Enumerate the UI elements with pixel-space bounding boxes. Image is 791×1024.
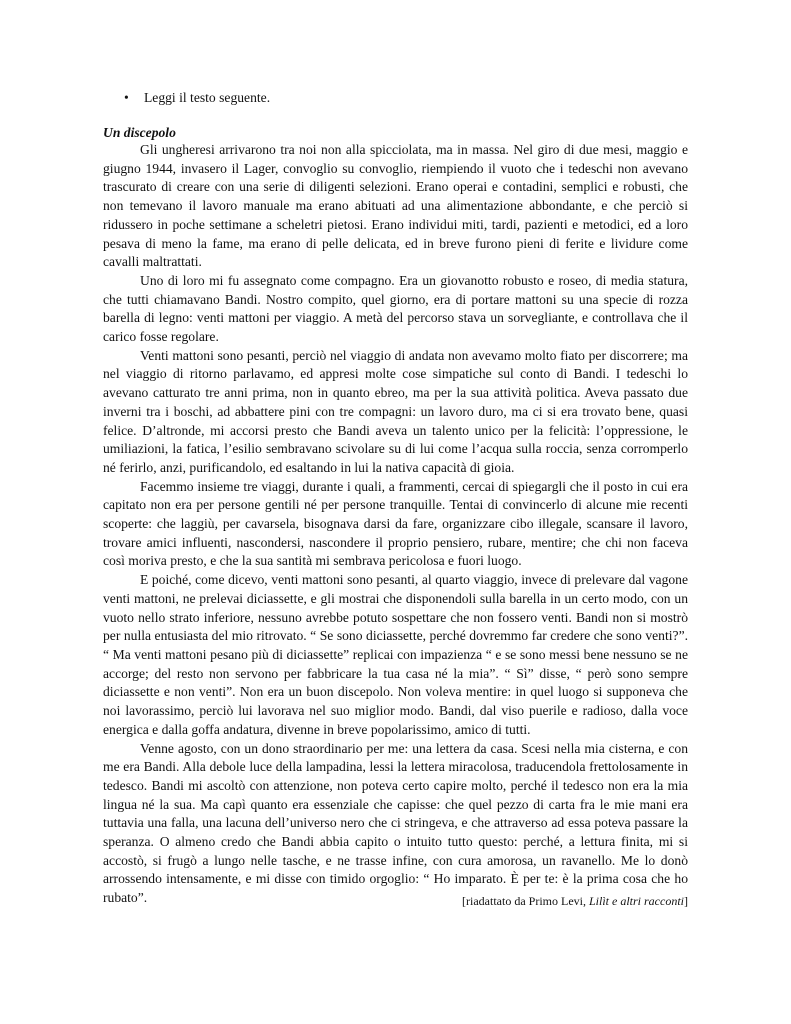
source-citation — [462, 892, 688, 911]
citation-work-title: Lilìt e altri racconti — [589, 894, 684, 908]
citation-prefix: [riadattato da Primo Levi, — [462, 894, 589, 908]
paragraph: Facemmo insieme tre viaggi, durante i quali, a frammenti, cercai di spiegargli che il posto in cui era capitato non era per persone gentili né per persone tranquille. Tentai di convincerlo di alcune mie recenti scoperte: che laggiù, per cavarsela, bisognava darsi da fare, organizzare cibo illegale, scansare il lavoro, trovare amici influenti, nascondersi, nascondere il proprio pensiero, rubare, mentire; che chi non faceva così moriva presto, e che la sua santità mi sembrava pericolosa e fuori luogo. — [103, 478, 688, 569]
paragraph: Venne agosto, con un dono straordinario per me: una lettera da casa. Scesi nella mia cisterna, e con me era Bandi. Alla debole luce della lampadina, lessi la lettera miracolosa, traducendola frettolosamente in tedesco. Bandi mi ascoltò con attenzione, non poteva certo capire molto, perché il tedesco non era la mia lingua né la sua. Ma capì quanto era essenziale che capisse: che quel pezzo di carta fra le mie mani era tuttavia una falla, una lacuna dell’universo nero che ci stringeva, e che attraverso ad essa poteva passare la speranza. O almeno credo che Bandi abbia capito o intuito tutto questo: perché, a lettura finita, mi si accostò, si frugò a lungo nelle tasche, e ne trasse infine, con cura amorosa, un ravanello. Me lo donò arrossendo intensamente, e mi disse con timido orgoglio: “ Ho imparato. È per te: è la prima cosa che ho rubato”. — [103, 740, 688, 906]
bullet-icon: • — [124, 90, 129, 105]
story-body — [103, 141, 688, 908]
citation-suffix: ] — [684, 894, 688, 908]
story-title: Un discepolo — [103, 125, 176, 140]
paragraph: Gli ungheresi arrivarono tra noi non alla spicciolata, ma in massa. Nel giro di due mesi, maggio e giugno 1944, invasero il Lager, convoglio su convoglio, riempiendo il vuoto che i tedeschi non avevano trascurato di creare con una serie di diligenti selezioni. Erano operai e contadini, semplici e robusti, che non temevano il lavoro manuale ma erano abituati ad una alimentazione abbondante, e che perciò si ridussero in poche settimane a scheletri pietosi. Erano individui miti, tardi, pazienti e metodici, ed a loro pesava di meno la fame, ma erano di pelle delicata, ed in breve furono pieni di ferite e lividure come cavalli maltrattati. — [103, 142, 688, 270]
instruction-line — [124, 89, 270, 108]
paragraph: Uno di loro mi fu assegnato come compagno. Era un giovanotto robusto e roseo, di media statura, che tutti chiamavano Bandi. Nostro compito, quel giorno, era di portare mattoni su una specie di rozza barella di legno: venti mattoni per viaggio. A metà del percorso stava un sorvegliante, e controllava che il carico fosse regolare. — [103, 272, 688, 345]
instruction-text: Leggi il testo seguente. — [144, 90, 271, 105]
paragraph: Venti mattoni sono pesanti, perciò nel viaggio di andata non avevamo molto fiato per discorrere; ma nel viaggio di ritorno parlavamo, ed appresi molte cose simpatiche sul conto di Bandi. I tedeschi lo avevano catturato tre anni prima, non in quanto ebreo, ma per la sua attività politica. Aveva passato due inverni tra i boschi, ad abbattere pini con tre compagni: un lavoro duro, ma ci si era trovato bene, quasi felice. D’altronde, mi accorsi presto che Bandi aveva un talento unico per la felicità: l’oppressione, le umiliazioni, la fatica, l’esilio sembravano scivolare su di lui come l’acqua sulla roccia, senza corromperlo né ferirlo, anzi, purificandolo, ed esaltando in lui la nativa capacità di gioia. — [103, 347, 688, 475]
paragraph: E poiché, come dicevo, venti mattoni sono pesanti, al quarto viaggio, invece di prelevare dal vagone venti mattoni, ne prelevai diciassette, e gli mostrai che disponendoli sulla barella in un certo modo, con un vuoto nello strato inferiore, nessuno avrebbe potuto sospettare che non fossero venti. Bandi non si mostrò per nulla entusiasta del mio ritrovato. “ Se sono diciassette, perché dovremmo far credere che sono venti?”. “ Ma venti mattoni pesano più di diciassette” replicai con impazienza “ e se sono messi bene nessuno se ne accorge; del resto non servono per fabbricare la tua casa né la mia”. “ Sì” disse, “ però sono sempre diciassette e non venti”. Non era un buon discepolo. Non voleva mentire: in quel luogo si supponeva che noi lavorassimo, perciò lui lavorava nel suo miglior modo. Bandi, dal viso puerile e radioso, dalla voce energica e dalla goffa andatura, divenne in breve popolarissimo, amico di tutti. — [103, 572, 688, 737]
